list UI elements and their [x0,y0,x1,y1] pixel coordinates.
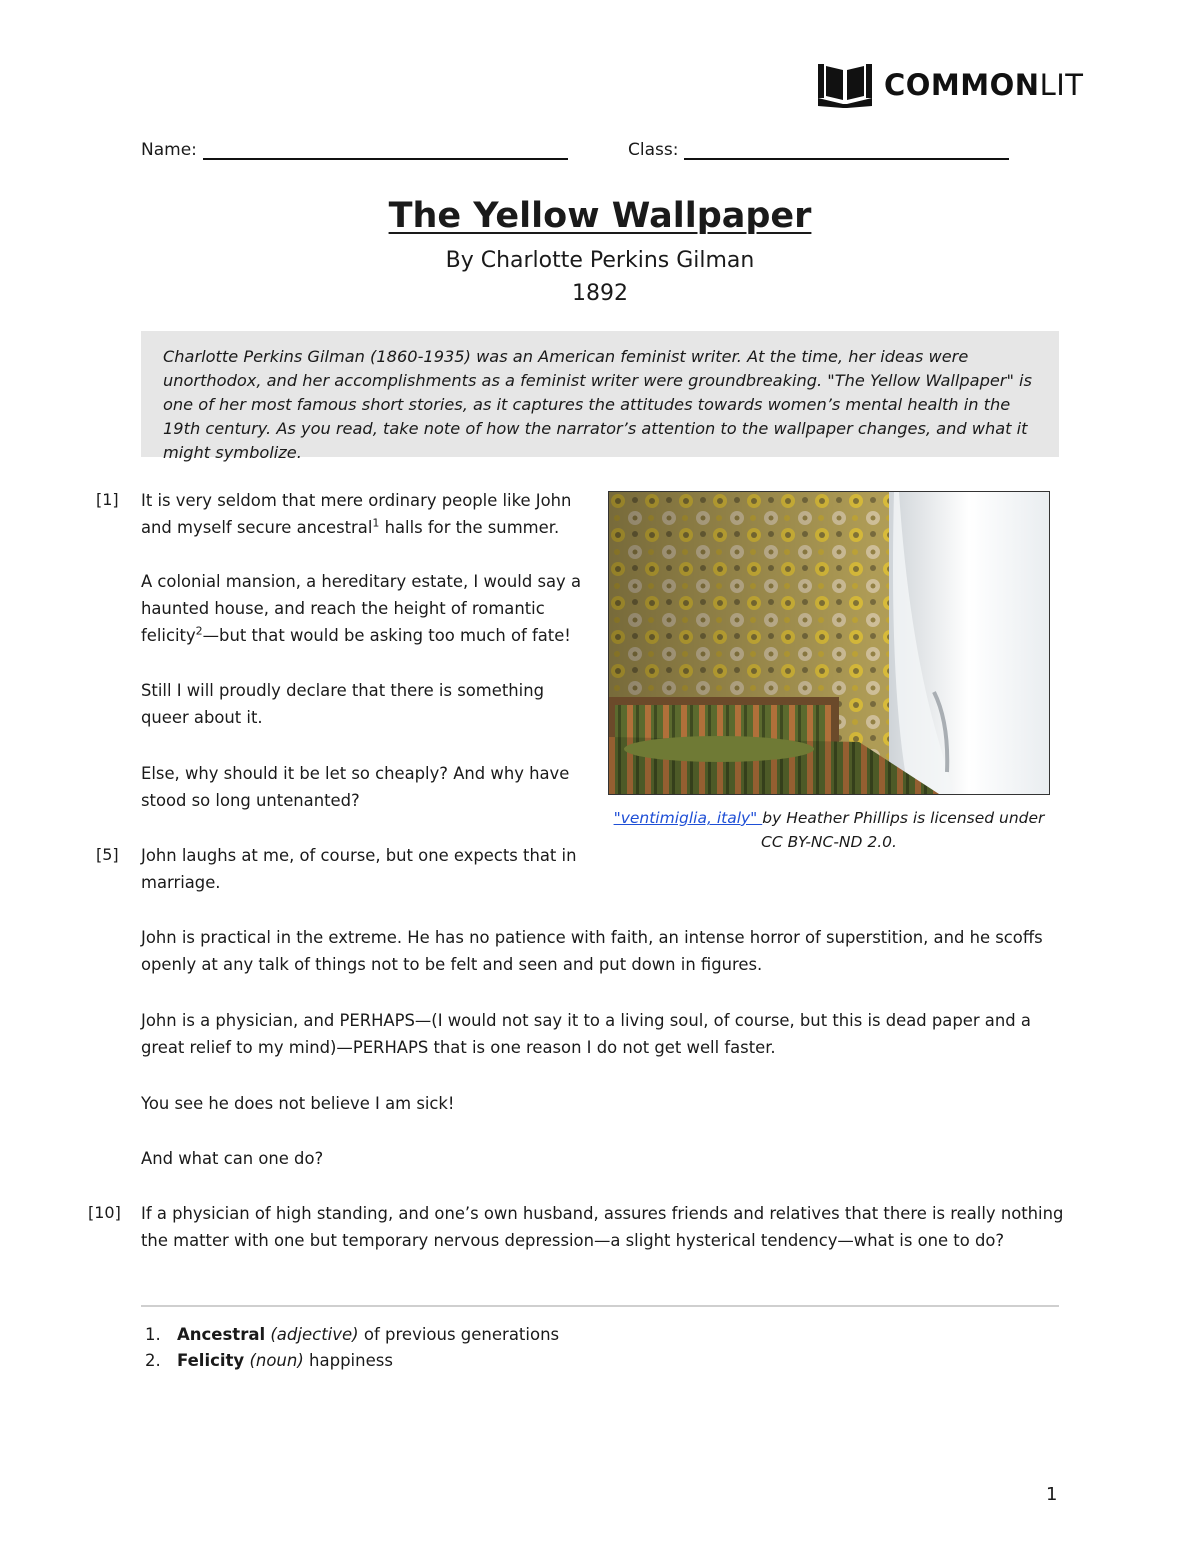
footnote-item: 2. Felicity (noun) happiness [145,1351,393,1370]
paragraph-8: You see he does not believe I am sick! [141,1094,455,1113]
paragraph-9: And what can one do? [141,1149,324,1168]
paragraph-3: Still I will proudly declare that there is something queer about it. [141,681,545,727]
publication-year: 1892 [572,281,628,306]
class-line[interactable] [684,138,1009,160]
paragraph-number: [5] [96,845,119,864]
bedroom-wallpaper-photo [608,491,1050,795]
bedroom-scene-image [609,492,1049,794]
photo-source-link[interactable]: "ventimiglia, italy" [613,809,763,827]
name-line[interactable] [203,138,568,160]
name-label: Name: [141,140,197,160]
footnote-divider [141,1305,1059,1307]
logo-wordmark: COMMONLIT [884,68,1084,102]
footnote-ref: 2 [195,624,203,638]
class-field[interactable] [628,138,1009,160]
footnote-list [145,1322,559,1374]
paragraph-number: [1] [96,490,119,509]
intro-box: Charlotte Perkins Gilman (1860-1935) was an American feminist writer. At the time, her ideas were unorthodox, and her accomplishments as a feminist writer were groundbreaking. "The Yellow Wallpaper" is one of her most famous short stories, as it captures the attitudes towards women’s mental health in the 19th century. As you read, take note of how the narrator’s attention to the wallpaper changes, and what it might symbolize. [141,331,1059,457]
author-line: By Charlotte Perkins Gilman [445,248,755,273]
paragraph-4: Else, why should it be let so cheaply? And why have stood so long untenanted? [141,764,570,810]
photo-caption: "ventimiglia, italy" by Heather Phillips is licensed under CC BY-NC-ND 2.0. [613,809,1045,851]
footnote-item: 1. Ancestral (adjective) of previous generations [145,1325,560,1344]
footnote-ref: 1 [372,516,380,530]
page-number: 1 [1046,1484,1058,1505]
paragraph-10: If a physician of high standing, and one’s own husband, assures friends and relatives that there is really nothing the matter with one but temporary nervous depression—a slight hysterical tendency—what is one to do? [141,1204,1064,1250]
open-book-icon [816,62,874,108]
name-field[interactable] [141,138,568,160]
paragraph-1: It is very seldom that mere ordinary people like John and myself secure ancestral$^1$ halls for the summer. [141,491,572,537]
paragraph-5: John laughs at me, of course, but one expects that in marriage. [141,846,577,892]
document-title: The Yellow Wallpaper [388,196,812,236]
paragraph-6: John is practical in the extreme. He has no patience with faith, an intense horror of superstition, and he scoffs openly at any talk of things not to be felt and seen and put down in figures. [141,928,1043,974]
class-label: Class: [628,140,679,160]
paragraph-2: A colonial mansion, a hereditary estate, I would say a haunted house, and reach the height of romantic felicity$^2$—but that would be asking too much of fate! [141,572,581,645]
paragraph-7: John is a physician, and PERHAPS—(I would not say it to a living soul, of course, but this is dead paper and a great relief to my mind)—PERHAPS that is one reason I do not get well faster. [141,1011,1031,1057]
paragraph-number: [10] [88,1203,121,1222]
commonlit-logo [816,62,1084,108]
